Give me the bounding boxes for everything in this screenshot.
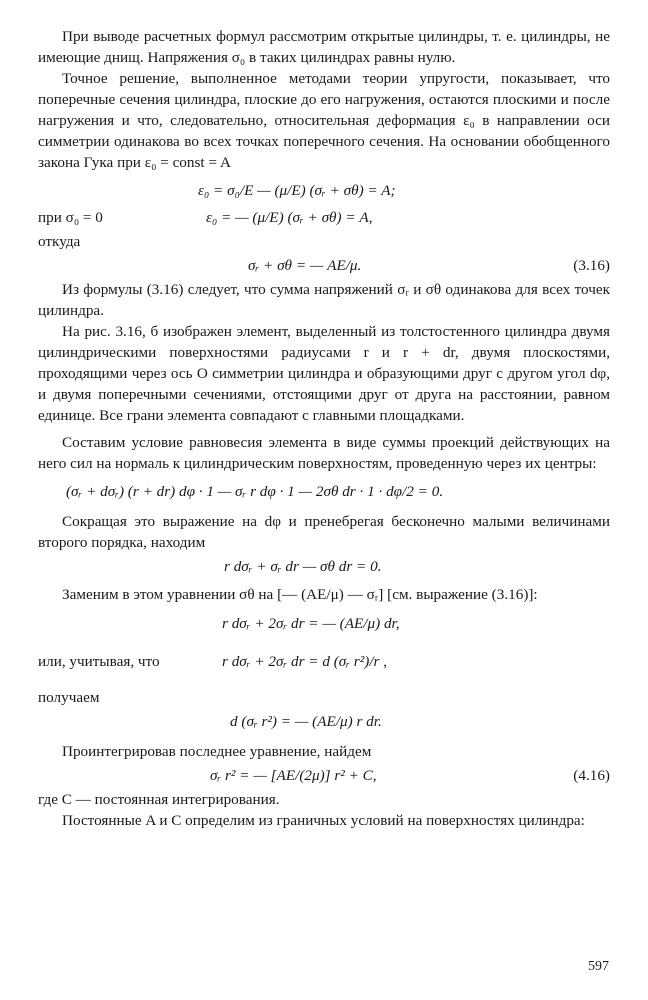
paragraph-exact-solution: Точное решение, выполненное методами теории упругости, показывает, что поперечные сечения цилиндра, плоские до его нагружения, остаются плоскими и после нагружения и что, следовательно, относительная деформация ε₀ в направлении оси симметрии одинакова во всех точках поперечного сечения. На основании обобщенного закона Гука при ε₀ = const = A — [38, 70, 610, 171]
paragraph-substitution: Заменим в этом уравнении σθ на [— (AE/μ) — σᵣ] [см. выражение (3.16)]: — [62, 586, 538, 603]
paragraph-equilibrium: Составим условие равновесия элемента в виде суммы проекций действующих на него сил на нормаль к цилиндрическим поверхностям, проведенную через их центры: — [38, 434, 610, 472]
word-obtain: получаем — [38, 689, 100, 706]
page-body — [38, 26, 610, 831]
equation-equilibrium — [38, 478, 610, 505]
paragraph-integration-constant: где C — постоянная интегрирования. — [38, 791, 280, 808]
equation-substituted-expr: r dσᵣ + 2σᵣ dr = — (AE/μ) dr, — [222, 615, 400, 632]
equation-condition: при σ₀ = 0 — [38, 209, 103, 226]
equation-force-projection: (σᵣ + dσᵣ) (r + dr) dφ · 1 — σᵣ r dφ · 1 — 2σθ dr · 1 · dφ/2 = 0. — [66, 483, 444, 500]
equation-integrated: σᵣ r² = — [AE/(2μ)] r² + C, — [210, 767, 377, 784]
equation-4-16 — [38, 762, 610, 789]
equation-taking-into-account — [38, 643, 610, 681]
equation-number-4-16: (4.16) — [573, 767, 610, 784]
text-taking-into-account: или, учитывая, что — [38, 653, 160, 670]
equation-differential: r dσᵣ + σᵣ dr — σθ dr = 0. — [224, 558, 382, 575]
equation-3-16 — [38, 252, 610, 279]
paragraph-stress-sum: Из формулы (3.16) следует, что сумма напряжений σᵣ и σθ одинакова для всех точек цилиндра. — [38, 281, 610, 319]
paragraph-open-cylinders: При выводе расчетных формул рассмотрим открытые цилиндры, т. е. цилиндры, не имеющие днищ. Напряжения σ₀ в таких цилиндрах равны нулю. — [38, 28, 610, 66]
equation-strain: ε₀ = σ₀/E — (μ/E) (σᵣ + σθ) = A; — [198, 182, 396, 199]
word-whence: откуда — [38, 233, 81, 250]
equation-result — [38, 708, 610, 735]
equation-zero-stress — [38, 204, 610, 231]
equation-simplified — [38, 553, 610, 580]
equation-substituted — [38, 605, 610, 643]
equation-total-differential: d (σᵣ r²) = — (AE/μ) r dr. — [230, 713, 382, 730]
page-number: 597 — [588, 959, 609, 974]
equation-stress-sum: σᵣ + σθ = — AE/μ. — [248, 257, 362, 274]
paragraph-integration: Проинтегрировав последнее уравнение, найдем — [62, 743, 372, 760]
equation-number-3-16: (3.16) — [573, 257, 610, 274]
equation-identity: r dσᵣ + 2σᵣ dr = d (σᵣ r²)/r , — [222, 653, 388, 670]
equation-hooke-law — [38, 177, 610, 204]
paragraph-boundary-conditions: Постоянные A и C определим из граничных условий на поверхностях цилиндра: — [62, 812, 585, 829]
equation-strain-reduced: ε₀ = — (μ/E) (σᵣ + σθ) = A, — [206, 209, 373, 226]
paragraph-element-description: На рис. 3.16, б изображен элемент, выделенный из толстостенного цилиндра двумя цилиндрическими поверхностями радиусами r и r + dr, двумя плоскостями, проходящими через ось O симметрии цилиндра и образующими друг с другом угол dφ, и двумя поперечными сечениями, отстоящими друг от друга на расстоянии, равном единице. Все грани элемента совпадают с главными площадками. — [38, 323, 610, 424]
paragraph-simplification: Сокращая это выражение на dφ и пренебрегая бесконечно малыми величинами второго порядка, находим — [38, 513, 610, 551]
